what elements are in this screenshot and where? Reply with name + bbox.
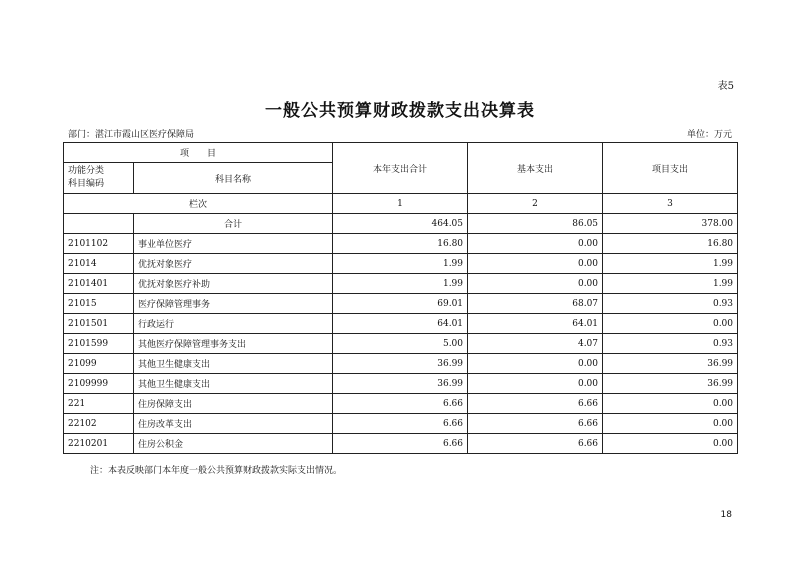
cell-total: 36.99 — [333, 374, 468, 394]
cell-basic: 64.01 — [468, 314, 603, 334]
cell-basic: 68.07 — [468, 294, 603, 314]
cell-name: 优抚对象医疗补助 — [134, 274, 333, 294]
header-row-1 — [64, 143, 738, 163]
page-number: 18 — [720, 510, 732, 520]
cell-item: 0.00 — [603, 414, 738, 434]
header-item: 项目支出 — [603, 143, 738, 194]
cell-basic: 0.00 — [468, 374, 603, 394]
cell-code: 2101501 — [64, 314, 134, 334]
cell-code: 2101401 — [64, 274, 134, 294]
cell-total: 64.01 — [333, 314, 468, 334]
footnote: 注：本表反映部门本年度一般公共预算财政拨款实际支出情况。 — [90, 466, 343, 476]
header-name: 科目名称 — [134, 163, 333, 194]
cell-item: 36.99 — [603, 374, 738, 394]
cell-code: 22102 — [64, 414, 134, 434]
cell-total: 5.00 — [333, 334, 468, 354]
cell-name: 住房改革支出 — [134, 414, 333, 434]
column-label: 栏次 — [64, 194, 333, 214]
cell-name: 事业单位医疗 — [134, 234, 333, 254]
cell-name: 其他卫生健康支出 — [134, 374, 333, 394]
cell-code: 2101102 — [64, 234, 134, 254]
cell-basic: 0.00 — [468, 234, 603, 254]
table-row — [64, 414, 738, 434]
unit-label: 单位：万元 — [686, 130, 732, 140]
cell-name: 行政运行 — [134, 314, 333, 334]
cell-total: 69.01 — [333, 294, 468, 314]
cell-total: 16.80 — [333, 234, 468, 254]
summary-code — [64, 214, 134, 234]
expenditure-table — [63, 142, 738, 454]
cell-code: 21014 — [64, 254, 134, 274]
cell-name: 优抚对象医疗 — [134, 254, 333, 274]
header-project: 项 目 — [64, 143, 333, 163]
cell-item: 0.00 — [603, 434, 738, 454]
table-row — [64, 274, 738, 294]
department-label: 部门：湛江市霞山区医疗保障局 — [68, 130, 195, 140]
cell-total: 1.99 — [333, 274, 468, 294]
header-code: 功能分类 科目编码 — [64, 163, 134, 194]
cell-name: 其他卫生健康支出 — [134, 354, 333, 374]
cell-code: 21015 — [64, 294, 134, 314]
cell-basic: 0.00 — [468, 254, 603, 274]
table-row — [64, 314, 738, 334]
table-row — [64, 334, 738, 354]
cell-item: 0.00 — [603, 394, 738, 414]
cell-basic: 6.66 — [468, 394, 603, 414]
header-basic: 基本支出 — [468, 143, 603, 194]
cell-basic: 6.66 — [468, 414, 603, 434]
header-total: 本年支出合计 — [333, 143, 468, 194]
cell-name: 其他医疗保障管理事务支出 — [134, 334, 333, 354]
summary-item: 378.00 — [603, 214, 738, 234]
cell-basic: 0.00 — [468, 354, 603, 374]
column-index-3: 3 — [603, 194, 738, 214]
cell-item: 16.80 — [603, 234, 738, 254]
table-row — [64, 254, 738, 274]
cell-total: 6.66 — [333, 414, 468, 434]
cell-code: 2109999 — [64, 374, 134, 394]
cell-item: 36.99 — [603, 354, 738, 374]
cell-basic: 0.00 — [468, 274, 603, 294]
cell-basic: 6.66 — [468, 434, 603, 454]
cell-item: 1.99 — [603, 274, 738, 294]
table-row — [64, 354, 738, 374]
cell-code: 21099 — [64, 354, 134, 374]
column-index-row — [64, 194, 738, 214]
cell-total: 6.66 — [333, 394, 468, 414]
cell-total: 36.99 — [333, 354, 468, 374]
cell-item: 0.93 — [603, 334, 738, 354]
cell-item: 1.99 — [603, 254, 738, 274]
cell-total: 1.99 — [333, 254, 468, 274]
page-title: 一般公共预算财政拨款支出决算表 — [265, 101, 535, 121]
cell-item: 0.93 — [603, 294, 738, 314]
cell-name: 医疗保障管理事务 — [134, 294, 333, 314]
table-row — [64, 234, 738, 254]
table-row — [64, 394, 738, 414]
table-row — [64, 294, 738, 314]
summary-row — [64, 214, 738, 234]
cell-item: 0.00 — [603, 314, 738, 334]
cell-name: 住房公积金 — [134, 434, 333, 454]
column-index-2: 2 — [468, 194, 603, 214]
table-row — [64, 434, 738, 454]
cell-code: 2101599 — [64, 334, 134, 354]
cell-code: 221 — [64, 394, 134, 414]
cell-name: 住房保障支出 — [134, 394, 333, 414]
summary-basic: 86.05 — [468, 214, 603, 234]
cell-code: 2210201 — [64, 434, 134, 454]
table-row — [64, 374, 738, 394]
column-index-1: 1 — [333, 194, 468, 214]
summary-total: 464.05 — [333, 214, 468, 234]
cell-basic: 4.07 — [468, 334, 603, 354]
summary-label: 合计 — [134, 214, 333, 234]
table-number: 表5 — [717, 81, 734, 92]
cell-total: 6.66 — [333, 434, 468, 454]
